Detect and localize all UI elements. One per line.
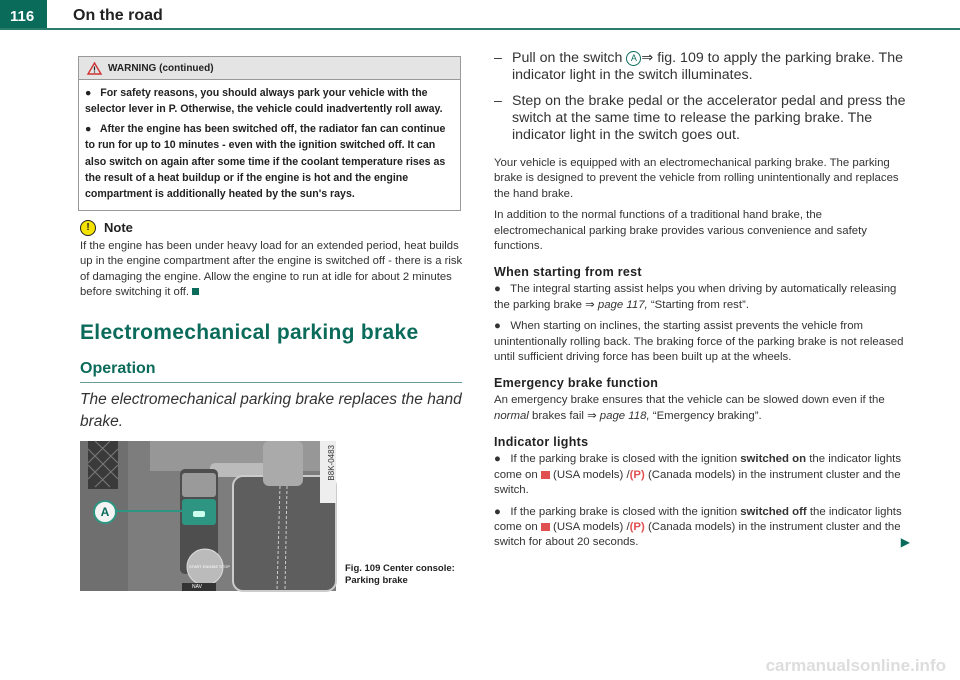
section-title: On the road (73, 7, 163, 24)
note-block (78, 220, 466, 301)
start-stop-button-label: START ENGINE STOP (189, 564, 231, 570)
heading-indicator: Indicator lights (494, 435, 589, 450)
usa-brake-indicator-icon (541, 523, 550, 531)
bullet-item: ● If the parking brake is closed with the ignition switched on the indicator lights come on (USA models) /(P) (Canada models) in the instrument cluster and the switch. (494, 453, 902, 497)
bullet-item: ● The integral starting assist helps you when driving by automatically releasing the parking brake ⇒ page 117, “Starting from rest”. (494, 283, 897, 311)
header-rule (0, 28, 960, 30)
figure-row (80, 441, 466, 591)
paragraph: In addition to the normal functions of a traditional hand brake, the electromechanical parking brake provides various convenience and safety functions. (494, 209, 867, 253)
usa-brake-indicator-icon (541, 471, 550, 479)
warning-header (79, 57, 460, 80)
left-column (78, 56, 466, 591)
paragraph: An emergency brake ensures that the vehicle can be slowed down even if the normal brakes fail ⇒ page 118, “Emergency braking”. (494, 394, 885, 422)
step-item: – Step on the brake pedal or the accelerator pedal and press the switch at the same time to release the parking brake. The indicator light in the switch goes out. (494, 93, 906, 143)
note-title: Note (104, 220, 133, 236)
figure-center-console (80, 441, 336, 591)
callout-a-icon: A (626, 51, 641, 66)
canada-brake-indicator-icon: (P) (629, 468, 645, 481)
step-item: – Pull on the switch A ⇒ fig. 109 to apply the parking brake. The indicator light in the switch illuminates. (494, 50, 904, 83)
intro-text: The electromechanical parking brake replaces the hand brake. (80, 391, 462, 431)
end-square-icon (192, 288, 199, 295)
nav-button-label: NAV (192, 584, 202, 591)
paragraph: Your vehicle is equipped with an electromechanical parking brake. The parking brake is designed to prevent the vehicle from rolling unintentionally and replaces the hand brake. (494, 157, 899, 200)
page-link[interactable]: page 117, (597, 298, 648, 311)
warning-title: WARNING (continued) (108, 62, 214, 74)
bullet-item: ● When starting on inclines, the starting assist prevents the vehicle from unintentionally rolling back. The braking force of the parking brake is not released until sufficient driving force has been built up at the wheels. (494, 320, 904, 364)
figure-code: B8K-0483 (327, 445, 336, 482)
warning-item: ● After the engine has been switched off, the radiator fan can continue to run for up to 10 minutes - even with the ignition switched off. It can also switch on again after some time if the coolant temperature rises as the result of a heat buildup or if the engine is hot and the engine compartment is additionally heated by the sun's rays. (85, 122, 446, 201)
right-column (494, 50, 910, 557)
main-heading: Electromechanical parking brake (80, 321, 419, 345)
page-number: 116 (0, 0, 47, 28)
callout-a: A (100, 505, 110, 520)
warning-box (78, 56, 461, 211)
watermark: carmanualsonline.info (765, 656, 946, 675)
note-text: If the engine has been under heavy load for an extended period, heat builds up in the engine compartment after the engine is switched off - there is a risk of damaging the engine. Allow the engine to run at idle for about 2 minutes before switching it off. (80, 239, 463, 299)
warning-triangle-icon (87, 62, 102, 75)
continue-arrow-icon: ▶ (900, 535, 910, 550)
note-exclamation-icon: ! (80, 220, 96, 236)
warning-item: ● For safety reasons, you should always park your vehicle with the selector lever in P. Otherwise, the vehicle could inadvertently roll away. (85, 87, 443, 116)
page-link[interactable]: page 118, (599, 409, 650, 422)
figure-caption: Fig. 109 Center console: Parking brake (345, 563, 455, 587)
heading-starting: When starting from rest (494, 265, 642, 280)
heading-emergency: Emergency brake function (494, 376, 659, 391)
bullet-item: ● If the parking brake is closed with the ignition switched off the indicator lights come on (USA models) /(P) (Canada models) in the instrument cluster and the switch for about 20 seconds. ▶ (494, 505, 910, 550)
subheading: Operation (80, 360, 462, 383)
canada-brake-indicator-icon: (P) (629, 520, 645, 533)
